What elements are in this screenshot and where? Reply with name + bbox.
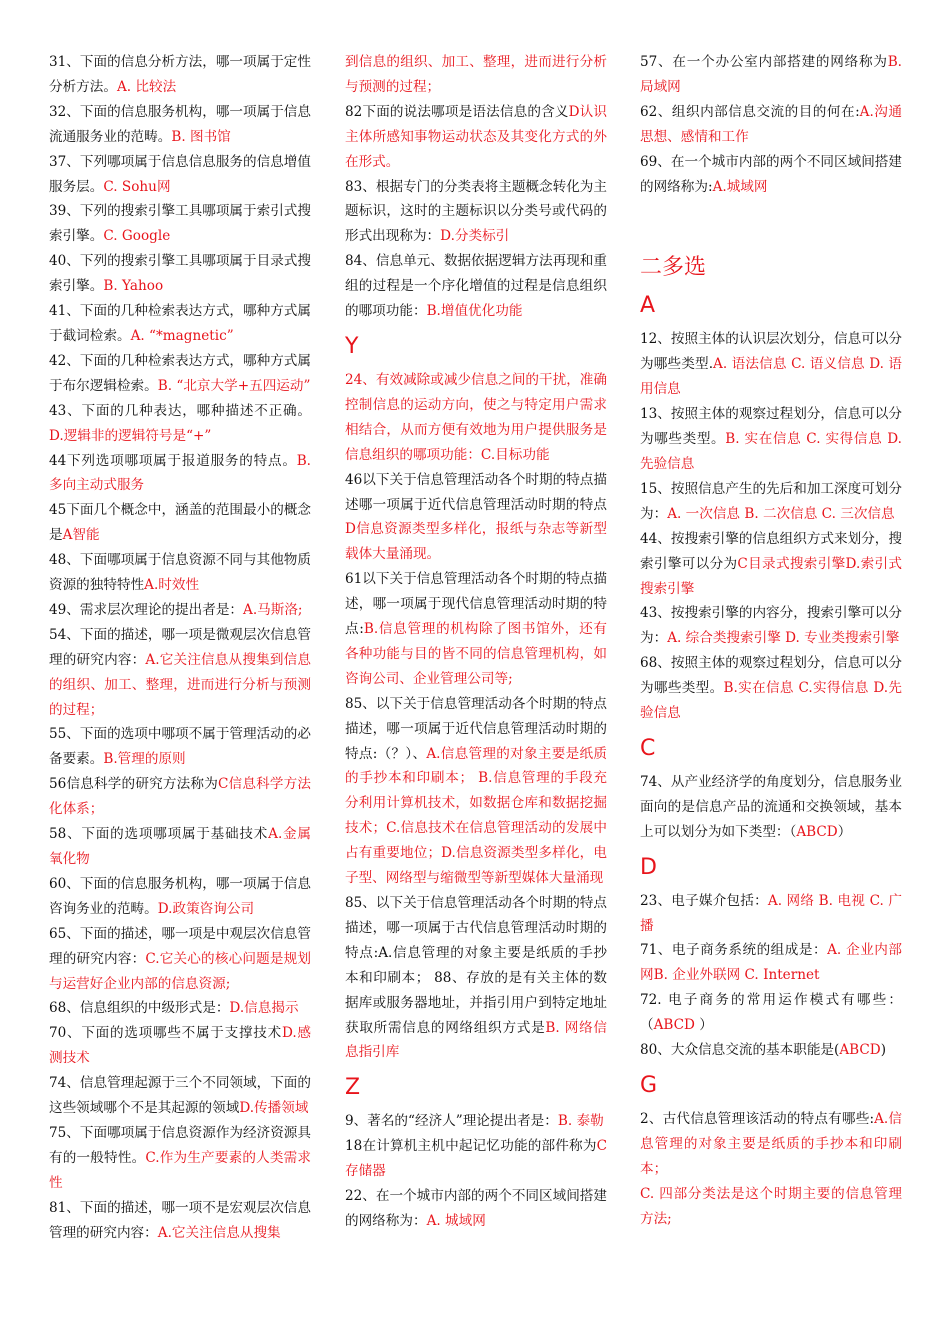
question-item bbox=[345, 692, 607, 891]
question-item bbox=[640, 1107, 902, 1182]
question-item bbox=[49, 249, 311, 299]
question-text: 85、以下关于信息管理活动各个时期的特点描述，哪一项属于近代信息管理活动时期的特点:（？）、 bbox=[345, 695, 607, 762]
answer-text: B. 泰勒 bbox=[557, 1113, 604, 1130]
question-tail: ) bbox=[880, 1042, 886, 1059]
question-item bbox=[49, 822, 311, 872]
answer-text: A.沟通思想、感情和工作 bbox=[640, 103, 902, 145]
question-text: 58、下面的选项哪项属于基础技术 bbox=[49, 826, 269, 843]
answer-text: D.感测技术 bbox=[49, 1025, 311, 1067]
question-text: 22、在一个城市内部的两个不同区域间搭建的网络称为： bbox=[345, 1188, 607, 1229]
column-1 bbox=[49, 50, 311, 1246]
answer-text: B. “北京大学+五四运动” bbox=[157, 377, 311, 394]
question-item bbox=[345, 368, 607, 468]
question-item bbox=[345, 567, 607, 692]
answer-text: B. 网络信息指引库 bbox=[345, 1019, 607, 1061]
question-item bbox=[49, 1196, 311, 1246]
answer-text: A.时效性 bbox=[144, 577, 200, 594]
answer-text: D.传播领域 bbox=[239, 1100, 309, 1117]
question-text: 13、按照主体的观察过程划分，信息可以分为哪些类型。 bbox=[640, 406, 902, 448]
question-item bbox=[640, 527, 902, 602]
answer-text: D.政策咨询公司 bbox=[157, 900, 255, 917]
question-item bbox=[640, 402, 902, 477]
question-text: 57、在一个办公室内部搭建的网络称为 bbox=[640, 54, 888, 70]
question-text: 46以下关于信息管理活动各个时期的特点描述哪一项属于近代信息管理活动时期的特点 bbox=[345, 471, 607, 513]
question-item bbox=[345, 891, 607, 1065]
question-item bbox=[345, 175, 607, 250]
question-item bbox=[345, 468, 607, 568]
answer-text: A. 语法信息 C. 语义信息 D. 语用信息 bbox=[640, 356, 902, 398]
question-text: 40、下列的搜索引擎工具哪项属于目录式搜索引擎。 bbox=[49, 253, 311, 295]
answer-text: A.城域网 bbox=[712, 178, 768, 195]
question-tail: ） bbox=[694, 1017, 713, 1034]
answer-text: A.信息管理的对象主要是纸质的手抄本和印刷本； B.信息管理的手段充分利用计算机技术，如数据仓库和数据挖掘技术；C.信息技术在信息管理活动的发展中占有重要地位；D.信息资源类型多样化，电子型、网络型与缩微型等新型媒体大量涌现 bbox=[345, 745, 607, 887]
question-text: 31、下面的信息分析方法，哪一项属于定性分析方法。 bbox=[49, 54, 311, 95]
question-text: 65、下面的描述，哪一项是中观层次信息管理的研究内容： bbox=[49, 925, 311, 967]
section-letter-g: G bbox=[640, 1073, 658, 1098]
question-text: 60、下面的信息服务机构，哪一项属于信息咨询务业的范畴。 bbox=[49, 875, 311, 917]
section-letter-c: C bbox=[640, 735, 656, 761]
answer-text: D.分类标引 bbox=[440, 228, 510, 245]
question-item bbox=[49, 199, 311, 249]
question-text: 83、根据专门的分类表将主题概念转化为主题标识，这时的主题标识以分类号或代码的形式出现称为： bbox=[345, 178, 607, 245]
question-text: 48、下面哪项属于信息资源不同与其他物质资源的独特特性 bbox=[49, 552, 311, 594]
answer-text: A.金属氧化物 bbox=[49, 826, 312, 867]
answer-text: A. 网络 B. 电视 C. 广播 bbox=[640, 892, 902, 934]
section-title: 二多选 bbox=[640, 255, 707, 281]
answer-text: C. Sohu网 bbox=[103, 178, 171, 195]
question-text: 84、信息单元、数据依据逻辑方法再现和重组的过程是一个序化增值的过程是信息组织的哪项功能： bbox=[345, 253, 607, 320]
answer-text: C. 四部分类法是这个时期主要的信息管理方法; bbox=[640, 1185, 902, 1227]
question-item bbox=[640, 477, 902, 527]
question-text: 9、著名的“经济人”理论提出者是： bbox=[345, 1113, 558, 1130]
question-item bbox=[49, 1121, 311, 1196]
column-2 bbox=[345, 50, 607, 1234]
question-item bbox=[49, 598, 311, 623]
answer-text: C.它关心的核心问题是规划与运营好企业内部的信息资源; bbox=[49, 950, 311, 992]
question-text: 15、按照信息产生的先后和加工深度可划分为： bbox=[640, 480, 902, 522]
question-item bbox=[49, 722, 311, 772]
question-item bbox=[640, 601, 902, 651]
question-item bbox=[49, 150, 311, 200]
question-text: 32、下面的信息服务机构，哪一项属于信息流通服务业的范畴。 bbox=[49, 103, 311, 145]
question-item bbox=[345, 1134, 607, 1184]
question-item bbox=[49, 1021, 311, 1071]
question-text: 42、下面的几种检索表达方式，哪种方式属于布尔逻辑检索。 bbox=[49, 352, 311, 394]
question-text: 82下面的说法哪项是语法信息的含义 bbox=[345, 103, 569, 120]
question-item bbox=[640, 988, 902, 1038]
answer-text: A. 比较法 bbox=[116, 78, 177, 95]
answer-text: D.逻辑非的逻辑符号是“+” bbox=[49, 427, 212, 444]
question-text: 68、信息组织的中级形式是： bbox=[49, 1000, 230, 1017]
answer-text: A. 一次信息 B. 二次信息 C. 三次信息 bbox=[667, 505, 895, 522]
question-item bbox=[49, 299, 311, 349]
question-text: 56信息科学的研究方法称为 bbox=[49, 776, 218, 793]
question-text: 74、从产业经济学的角度划分，信息服务业面向的是信息产品的流通和交换领域，基本上可以划分为如下类型：（ bbox=[640, 773, 902, 840]
question-item bbox=[640, 1182, 902, 1232]
answer-text: A.马斯洛; bbox=[243, 601, 303, 618]
question-text: 43、按搜索引擎的内容分，搜索引擎可以分为： bbox=[640, 605, 902, 647]
section-letter-z: Z bbox=[345, 1075, 361, 1101]
question-text: 68、按照主体的观察过程划分，信息可以分为哪些类型。 bbox=[640, 655, 902, 697]
question-item bbox=[49, 922, 311, 997]
question-item bbox=[345, 1184, 607, 1234]
answer-text: 到信息的组织、加工、整理，进而进行分析与预测的过程； bbox=[345, 54, 607, 95]
answer-text: A智能 bbox=[62, 527, 100, 544]
question-text: 12、按照主体的认识层次划分，信息可以分为哪些类型. bbox=[640, 331, 902, 373]
question-text: 81、下面的描述，哪一项不是宏观层次信息管理的研究内容： bbox=[49, 1199, 311, 1241]
answer-text: B.局域网 bbox=[640, 54, 902, 95]
question-text: 74、信息管理起源于三个不同领域，下面的这些领域哪个不是其起源的领域 bbox=[49, 1075, 311, 1117]
answer-text: C目录式搜索引擎D.索引式搜索引擎 bbox=[640, 555, 903, 597]
answer-text: ABCD bbox=[839, 1042, 881, 1059]
question-item bbox=[640, 770, 902, 845]
answer-text: A. 城域网 bbox=[426, 1212, 486, 1229]
question-item bbox=[640, 889, 902, 939]
question-item bbox=[345, 249, 607, 324]
question-text: 41、下面的几种检索表达方式，哪种方式属于截词检索。 bbox=[49, 303, 311, 344]
question-item bbox=[640, 651, 902, 726]
question-text: 39、下列的搜索引擎工具哪项属于索引式搜索引擎。 bbox=[49, 203, 311, 245]
question-item bbox=[345, 100, 607, 175]
question-item bbox=[49, 349, 311, 399]
column-3 bbox=[640, 50, 902, 1232]
question-text: 23、电子媒介包括： bbox=[640, 892, 768, 909]
question-item bbox=[49, 50, 311, 100]
answer-text: C信息科学方法化体系； bbox=[49, 776, 311, 818]
answer-text: 24、有效减除或减少信息之间的干扰，准确控制信息的运动方向，使之与特定用户需求相结合，从而方便有效地为用户提供服务是信息组织的哪项功能：C.目标功能 bbox=[345, 371, 607, 463]
question-text: 44下列选项哪项属于报道服务的特点。 bbox=[49, 452, 297, 469]
question-text: 18在计算机主机中起记忆功能的部件称为 bbox=[345, 1138, 597, 1155]
question-item bbox=[640, 100, 902, 150]
answer-text: C存储器 bbox=[345, 1138, 607, 1180]
question-text: 2、古代信息管理该活动的特点有哪些: bbox=[640, 1111, 875, 1127]
question-tail: ） bbox=[837, 823, 852, 840]
question-item bbox=[640, 938, 902, 988]
answer-text: B.信息管理的机构除了图书馆外，还有各种功能与目的皆不同的信息管理机构，如咨询公司、企业管理公司等; bbox=[345, 621, 607, 687]
question-text: 54、下面的描述，哪一项是微观层次信息管理的研究内容： bbox=[49, 626, 311, 668]
answer-text: B.管理的原则 bbox=[103, 751, 186, 768]
question-item bbox=[640, 150, 902, 200]
question-text: 71、电子商务系统的组成是： bbox=[640, 942, 828, 959]
question-text: 49、需求层次理论的提出者是： bbox=[49, 601, 244, 618]
question-text: 62、组织内部信息交流的目的何在: bbox=[640, 103, 860, 120]
question-text: 43、下面的几种表达，哪种描述不正确。 bbox=[49, 402, 311, 419]
question-text: 85、以下关于信息管理活动各个时期的特点描述，哪一项属于古代信息管理活动时期的特点:A.信息管理的对象主要是纸质的手抄本和印刷本； 88、存放的是有关主体的数据库或服务器地址，并指引用户到特定地址获取所需信息的网络组织方式是 bbox=[345, 895, 607, 1036]
question-text: 55、下面的选项中哪项不属于管理活动的必备要素。 bbox=[49, 726, 311, 768]
answer-text: C.作为生产要素的人类需求性 bbox=[49, 1149, 311, 1191]
answer-text: A. 企业内部网B. 企业外联网 C. Internet bbox=[640, 942, 902, 984]
question-item bbox=[49, 996, 311, 1021]
answer-text: A.它关注信息从搜集到信息的组织、加工、整理，进而进行分析与预测的过程； bbox=[49, 651, 311, 718]
answer-text: ABCD bbox=[653, 1017, 695, 1034]
question-item bbox=[49, 100, 311, 150]
question-text: 75、下面哪项属于信息资源作为经济资源具有的一般特性。 bbox=[49, 1124, 311, 1166]
answer-text: A.它关注信息从搜集 bbox=[157, 1224, 281, 1241]
answer-text: ABCD bbox=[796, 823, 838, 840]
answer-text: C. Google bbox=[103, 228, 171, 245]
section-letter-a: A bbox=[640, 293, 656, 319]
question-item bbox=[49, 872, 311, 922]
question-item bbox=[49, 449, 311, 499]
question-text: 72. 电子商务的常用运作模式有哪些：（ bbox=[640, 992, 902, 1034]
question-item bbox=[49, 623, 311, 723]
answer-text: A. “*magnetic” bbox=[130, 327, 234, 344]
question-text: 44、按搜索引擎的信息组织方式来划分，搜索引擎可以分为 bbox=[640, 530, 902, 572]
question-text: 69、在一个城市内部的两个不同区域间搭建的网络称为: bbox=[640, 153, 902, 195]
answer-text: B. 图书馆 bbox=[171, 128, 231, 145]
question-item bbox=[345, 50, 607, 100]
answer-text: B. Yahoo bbox=[103, 278, 164, 295]
answer-text: D认识主体所感知事物运动状态及其变化方式的外在形式。 bbox=[345, 103, 607, 170]
question-text: 37、下列哪项属于信息信息服务的信息增值服务层。 bbox=[49, 153, 311, 195]
question-item bbox=[49, 548, 311, 598]
question-item bbox=[640, 1038, 902, 1063]
section-letter-y: Y bbox=[345, 333, 359, 359]
answer-text: B.实在信息 C.实得信息 D.先验信息 bbox=[640, 680, 902, 722]
answer-text: D.信息揭示 bbox=[229, 1000, 299, 1017]
question-text: 45下面几个概念中，涵盖的范围最小的概念是 bbox=[49, 502, 311, 544]
question-text: 70、下面的选项哪些不属于支撑技术 bbox=[49, 1025, 282, 1042]
question-item bbox=[640, 327, 902, 402]
question-item bbox=[49, 772, 311, 822]
question-item bbox=[640, 50, 902, 100]
answer-text: B.增值优化功能 bbox=[426, 303, 523, 320]
answer-text: D信息资源类型多样化，报纸与杂志等新型载体大量涌现。 bbox=[345, 521, 607, 563]
question-item bbox=[49, 498, 311, 548]
question-item bbox=[345, 1109, 607, 1134]
section-letter-d: D bbox=[640, 854, 657, 880]
answer-text: B.多向主动式服务 bbox=[49, 452, 311, 494]
question-item bbox=[49, 1071, 311, 1121]
question-text: 80、大众信息交流的基本职能是( bbox=[640, 1042, 840, 1059]
answer-text: A.信息管理的对象主要是纸质的手抄本和印刷本； bbox=[640, 1111, 902, 1177]
question-item bbox=[49, 399, 311, 449]
answer-text: B. 实在信息 C. 实得信息 D. 先验信息 bbox=[640, 431, 902, 472]
answer-text: A. 综合类搜索引擎 D. 专业类搜索引擎 bbox=[667, 630, 900, 647]
question-text: 61以下关于信息管理活动各个时期的特点描述，哪一项属于现代信息管理活动时期的特点: bbox=[345, 571, 607, 638]
